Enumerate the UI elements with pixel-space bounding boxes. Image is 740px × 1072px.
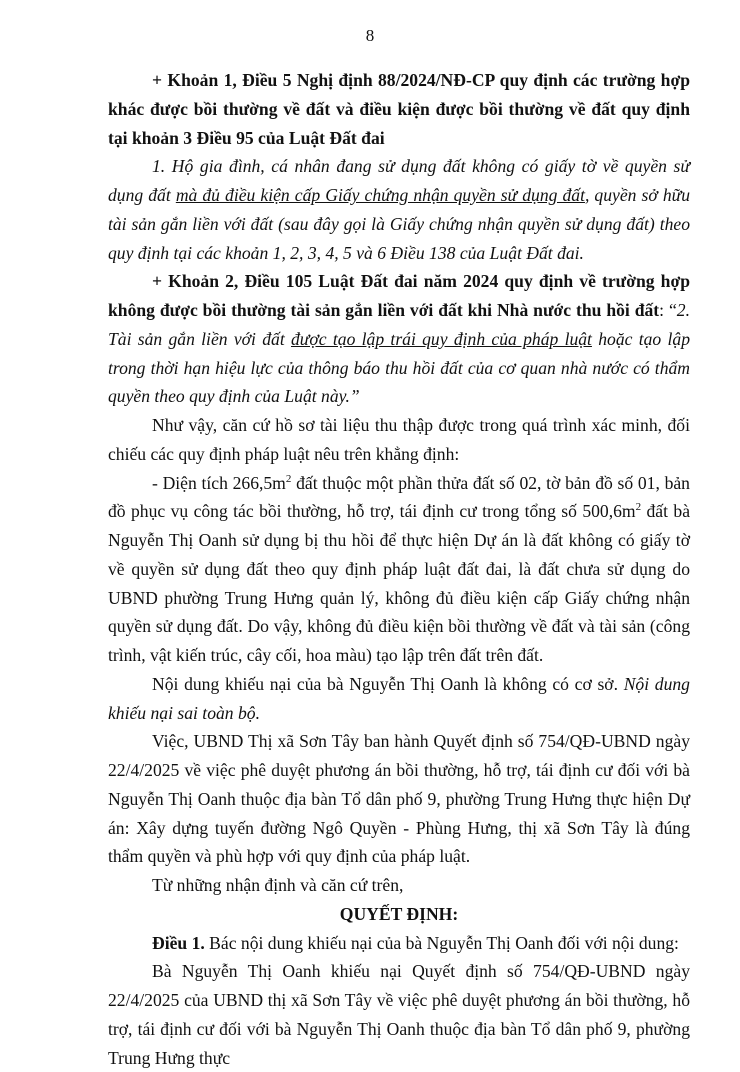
text: : “ [659, 300, 677, 320]
text: đất bà Nguyễn Thị Oanh sử dụng bị thu hồi để thực hiện Dự án là đất không có giấy tờ về quyền sử dụng đất theo quy định pháp luật đất đai, là đất chưa sử dụng do UBND phường Trung Hưng quản lý, không đủ điều kiện cấp Giấy chứng nhận quyền sử dụng đất. Do vậy, không đủ điều kiện bồi thường về đất và tài sản (công trình, vật kiến trúc, cây cối, hoa màu) tạo lập trên đất trên đất. [108, 501, 690, 665]
paragraph-complaint: Bà Nguyễn Thị Oanh khiếu nại Quyết định số 754/QĐ-UBND ngày 22/4/2025 của UBND thị xã Sơn Tây về việc phê duyệt phương án bồi thường, hỗ trợ, tái định cư đối với bà Nguyễn Thị Oanh thuộc địa bàn Tổ dân phố 9, phường Trung Hưng thực [108, 961, 690, 1068]
paragraph-khoan2-dieu105 [108, 267, 690, 411]
text: Bác nội dung khiếu nại của bà Nguyễn Thị Oanh đối với nội dung: [204, 932, 679, 953]
paragraph-decision-754: Việc, UBND Thị xã Sơn Tây ban hành Quyết định số 754/QĐ-UBND ngày 22/4/2025 về việc phê duyệt phương án bồi thường, hỗ trợ, tái định cư đối với bà Nguyễn Thị Oanh thuộc địa bàn Tổ dân phố 9, phường Trung Hưng thực hiện Dự án: Xây dựng tuyến đường Ngô Quyền - Phùng Hưng, thị xã Sơn Tây là đúng thẩm quyền và phù hợp với quy định của pháp luật. [108, 731, 690, 867]
document-body [108, 66, 690, 1072]
italic-text: 2. Tài sản gắn liền với đất [108, 300, 690, 349]
text: - Diện tích 266,5m [152, 472, 286, 493]
paragraph-khoan1-dieu5: + Khoản 1, Điều 5 Nghị định 88/2024/NĐ-CP quy định các trường hợp khác được bồi thường về đất và điều kiện được bồi thường về đất quy định tại khoản 3 Điều 95 của Luật Đất đai [108, 70, 690, 148]
paragraph-conclusion-intro: Như vậy, căn cứ hồ sơ tài liệu thu thập được trong quá trình xác minh, đối chiếu các quy định pháp luật nêu trên khẳng định: [108, 415, 690, 464]
bold-text: Điều 1. [152, 932, 205, 953]
paragraph-article-1 [108, 929, 690, 958]
paragraph-area [108, 469, 690, 670]
text: đất thuộc một phần thửa đất số 02, tờ bản đồ số 01, bản đồ phục vụ công tác bồi thường, hỗ trợ, tái định cư trong tổng số 500,6m [108, 472, 690, 522]
page-number: 8 [365, 26, 375, 45]
paragraph-quote-1 [108, 152, 690, 267]
text: Nội dung khiếu nại của bà Nguyễn Thị Oanh là không có cơ sở. [152, 673, 624, 694]
bold-text: + Khoản 2, Điều 105 Luật Đất đai năm 2024 quy định về trường hợp không được bồi thường tài sản gắn liền với đất khi Nhà nước thu hồi đất [108, 271, 690, 320]
underlined-text: mà đủ điều kiện cấp Giấy chứng nhận quyền sử dụng đất [175, 185, 585, 205]
underlined-text: được tạo lập trái quy định của pháp luật [291, 328, 592, 349]
text: 1. Hộ gia đình, cá nhân đang sử dụng đất không có giấy tờ về quyền sử dụng đất [108, 156, 690, 205]
superscript: 2 [285, 472, 292, 485]
text: , quyền sở hữu tài sản gắn liền với đất (sau đây gọi là Giấy chứng nhận quyền sử dụng đất) theo quy định tại các khoản 1, 2, 3, 4, 5 và 6 Điều 138 của Luật Đất đai. [108, 185, 691, 263]
paragraph-basis: Từ những nhận định và căn cứ trên, [152, 875, 404, 895]
superscript: 2 [635, 501, 642, 514]
italic-text: hoặc tạo lập trong thời hạn hiệu lực của thông báo thu hồi đất của cơ quan nhà nước có thẩm quyền theo quy định của Luật này.” [108, 328, 690, 407]
italic-text: Nội dung khiếu nại sai toàn bộ. [108, 673, 690, 723]
heading-decision: QUYẾT ĐỊNH: [339, 903, 459, 924]
paragraph-complaint-content [108, 670, 690, 728]
